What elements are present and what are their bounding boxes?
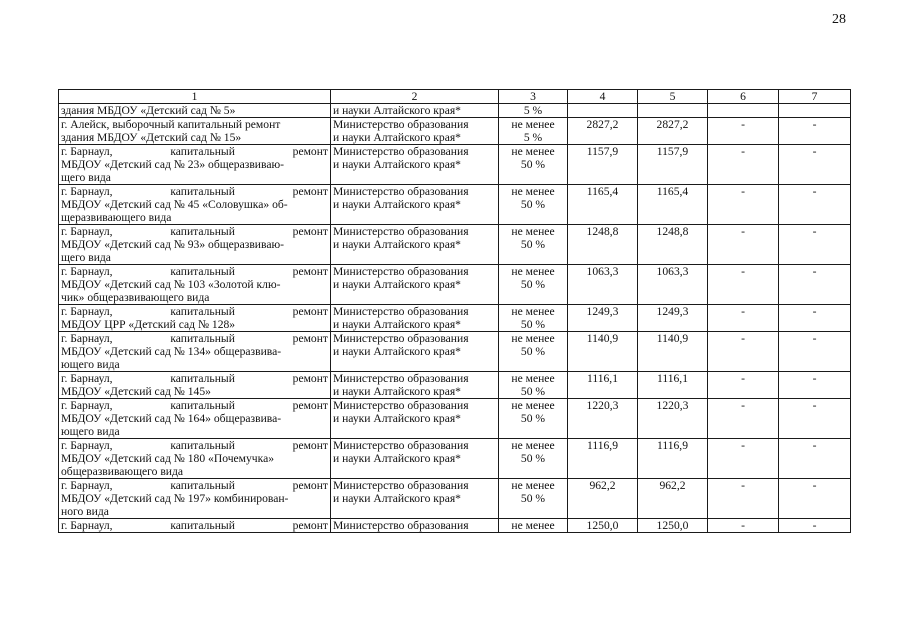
responsible-cell-line: Министерство образования bbox=[333, 399, 469, 412]
object-name-cell bbox=[59, 265, 331, 305]
word: ремонт bbox=[292, 305, 328, 318]
table-row bbox=[59, 145, 851, 185]
column-header: 3 bbox=[499, 90, 568, 104]
amount-col6-cell: - bbox=[708, 145, 779, 185]
word: капитальный bbox=[170, 399, 235, 412]
responsible-cell bbox=[331, 225, 499, 265]
object-name-cell-line: щеразвивающего вида bbox=[61, 211, 172, 224]
amount-col6-cell bbox=[708, 104, 779, 118]
amount-year-cell: 1140,9 bbox=[638, 332, 708, 372]
amount-year-cell: 1063,3 bbox=[638, 265, 708, 305]
cofinancing-cell-line: 50 % bbox=[520, 158, 546, 171]
table-row bbox=[59, 519, 851, 533]
word: г. Барнаул, bbox=[61, 332, 113, 345]
cofinancing-cell bbox=[499, 265, 568, 305]
column-header: 4 bbox=[568, 90, 638, 104]
word: г. Барнаул, bbox=[61, 372, 113, 385]
responsible-cell-line: Министерство образования bbox=[333, 305, 469, 318]
column-header: 6 bbox=[708, 90, 779, 104]
word: капитальный bbox=[170, 225, 235, 238]
cofinancing-cell-line: не менее bbox=[511, 185, 555, 198]
amount-col6-cell: - bbox=[708, 265, 779, 305]
amount-col6-cell: - bbox=[708, 185, 779, 225]
cofinancing-cell-line: не менее bbox=[511, 145, 555, 158]
amount-col7-cell: - bbox=[779, 185, 851, 225]
amount-col6-cell: - bbox=[708, 519, 779, 533]
page-number: 28 bbox=[832, 12, 846, 27]
responsible-cell bbox=[331, 305, 499, 332]
responsible-cell-line: Министерство образования bbox=[333, 372, 469, 385]
responsible-cell-line: Министерство образования bbox=[333, 439, 469, 452]
word: капитальный bbox=[170, 145, 235, 158]
table-row bbox=[59, 372, 851, 399]
object-name-cell-line bbox=[61, 479, 328, 492]
amount-col6-cell: - bbox=[708, 399, 779, 439]
object-name-cell-line: МБДОУ «Детский сад № 103 «Золотой клю- bbox=[61, 278, 281, 291]
cofinancing-cell-line: 50 % bbox=[520, 345, 546, 358]
amount-year-cell: 1116,9 bbox=[638, 439, 708, 479]
object-name-cell bbox=[59, 519, 331, 533]
word: капитальный bbox=[170, 185, 235, 198]
responsible-cell bbox=[331, 372, 499, 399]
cofinancing-cell-line: 50 % bbox=[520, 385, 546, 398]
object-name-cell-line: чик» общеразвивающего вида bbox=[61, 291, 210, 304]
object-name-cell bbox=[59, 104, 331, 118]
table-row bbox=[59, 104, 851, 118]
column-header: 7 bbox=[779, 90, 851, 104]
column-header: 2 bbox=[331, 90, 499, 104]
amount-total-cell: 2827,2 bbox=[568, 118, 638, 145]
cofinancing-cell bbox=[499, 145, 568, 185]
responsible-cell bbox=[331, 145, 499, 185]
word: г. Барнаул, bbox=[61, 225, 113, 238]
object-name-cell-line: здания МБДОУ «Детский сад № 5» bbox=[61, 104, 236, 117]
amount-total-cell: 1116,1 bbox=[568, 372, 638, 399]
amount-year-cell: 1248,8 bbox=[638, 225, 708, 265]
cofinancing-cell bbox=[499, 305, 568, 332]
word: ремонт bbox=[292, 332, 328, 345]
responsible-cell-line: и науки Алтайского края* bbox=[333, 452, 461, 465]
word: ремонт bbox=[292, 479, 328, 492]
object-name-cell-line: щего вида bbox=[61, 251, 111, 264]
amount-year-cell bbox=[638, 104, 708, 118]
cofinancing-cell-line: не менее bbox=[511, 305, 555, 318]
object-name-cell bbox=[59, 479, 331, 519]
amount-total-cell: 1250,0 bbox=[568, 519, 638, 533]
word: ремонт bbox=[292, 372, 328, 385]
object-name-cell-line: общеразвивающего вида bbox=[61, 465, 184, 478]
object-name-cell-line: щего вида bbox=[61, 171, 111, 184]
table-row bbox=[59, 185, 851, 225]
word: г. Барнаул, bbox=[61, 519, 113, 532]
table-row bbox=[59, 305, 851, 332]
amount-col6-cell: - bbox=[708, 225, 779, 265]
responsible-cell-line: Министерство образования bbox=[333, 118, 469, 131]
object-name-cell-line: МБДОУ «Детский сад № 164» общеразвива- bbox=[61, 412, 282, 425]
cofinancing-cell-line: 50 % bbox=[520, 452, 546, 465]
object-name-cell-line: здания МБДОУ «Детский сад № 15» bbox=[61, 131, 242, 144]
column-header: 5 bbox=[638, 90, 708, 104]
budget-table bbox=[58, 89, 851, 533]
amount-year-cell: 1250,0 bbox=[638, 519, 708, 533]
object-name-cell bbox=[59, 305, 331, 332]
amount-year-cell: 1165,4 bbox=[638, 185, 708, 225]
word: капитальный bbox=[170, 479, 235, 492]
word: капитальный bbox=[170, 305, 235, 318]
word: г. Барнаул, bbox=[61, 185, 113, 198]
responsible-cell bbox=[331, 265, 499, 305]
cofinancing-cell-line: не менее bbox=[511, 399, 555, 412]
amount-col7-cell: - bbox=[779, 225, 851, 265]
object-name-cell-line bbox=[61, 225, 328, 238]
object-name-cell-line bbox=[61, 372, 328, 385]
object-name-cell bbox=[59, 185, 331, 225]
cofinancing-cell-line: не менее bbox=[511, 479, 555, 492]
responsible-cell-line: Министерство образования bbox=[333, 225, 469, 238]
amount-year-cell: 1220,3 bbox=[638, 399, 708, 439]
object-name-cell-line: г. Алейск, выборочный капитальный ремонт bbox=[61, 118, 281, 131]
amount-year-cell: 1116,1 bbox=[638, 372, 708, 399]
cofinancing-cell bbox=[499, 372, 568, 399]
table-row bbox=[59, 332, 851, 372]
object-name-cell-line bbox=[61, 265, 328, 278]
object-name-cell-line: ющего вида bbox=[61, 425, 120, 438]
amount-col6-cell: - bbox=[708, 332, 779, 372]
amount-col7-cell: - bbox=[779, 439, 851, 479]
cofinancing-cell bbox=[499, 332, 568, 372]
cofinancing-cell-line: 50 % bbox=[520, 412, 546, 425]
amount-col6-cell: - bbox=[708, 118, 779, 145]
responsible-cell-line: и науки Алтайского края* bbox=[333, 278, 461, 291]
responsible-cell-line: и науки Алтайского края* bbox=[333, 385, 461, 398]
amount-col6-cell: - bbox=[708, 479, 779, 519]
word: ремонт bbox=[292, 519, 328, 532]
amount-col7-cell bbox=[779, 104, 851, 118]
cofinancing-cell-line: 50 % bbox=[520, 198, 546, 211]
word: г. Барнаул, bbox=[61, 305, 113, 318]
table-row bbox=[59, 399, 851, 439]
object-name-cell bbox=[59, 145, 331, 185]
object-name-cell-line: ющего вида bbox=[61, 358, 120, 371]
amount-total-cell: 1157,9 bbox=[568, 145, 638, 185]
amount-col7-cell: - bbox=[779, 372, 851, 399]
responsible-cell-line: Министерство образования bbox=[333, 479, 469, 492]
amount-col7-cell: - bbox=[779, 118, 851, 145]
amount-year-cell: 962,2 bbox=[638, 479, 708, 519]
responsible-cell-line: и науки Алтайского края* bbox=[333, 345, 461, 358]
word: капитальный bbox=[170, 519, 235, 532]
responsible-cell-line: и науки Алтайского края* bbox=[333, 158, 461, 171]
word: г. Барнаул, bbox=[61, 265, 113, 278]
amount-col7-cell: - bbox=[779, 479, 851, 519]
amount-total-cell: 962,2 bbox=[568, 479, 638, 519]
responsible-cell bbox=[331, 185, 499, 225]
cofinancing-cell-line: 50 % bbox=[520, 492, 546, 505]
object-name-cell bbox=[59, 118, 331, 145]
word: капитальный bbox=[170, 439, 235, 452]
responsible-cell-line: и науки Алтайского края* bbox=[333, 492, 461, 505]
object-name-cell-line: ного вида bbox=[61, 505, 109, 518]
amount-col6-cell: - bbox=[708, 305, 779, 332]
responsible-cell-line: и науки Алтайского края* bbox=[333, 198, 461, 211]
responsible-cell-line: Министерство образования bbox=[333, 519, 469, 532]
object-name-cell-line bbox=[61, 439, 328, 452]
object-name-cell bbox=[59, 399, 331, 439]
table-row bbox=[59, 225, 851, 265]
amount-col6-cell: - bbox=[708, 439, 779, 479]
cofinancing-cell bbox=[499, 519, 568, 533]
amount-total-cell: 1249,3 bbox=[568, 305, 638, 332]
responsible-cell bbox=[331, 479, 499, 519]
word: ремонт bbox=[292, 439, 328, 452]
object-name-cell-line bbox=[61, 519, 328, 532]
cofinancing-cell bbox=[499, 399, 568, 439]
word: г. Барнаул, bbox=[61, 439, 113, 452]
cofinancing-cell bbox=[499, 118, 568, 145]
word: капитальный bbox=[170, 372, 235, 385]
object-name-cell bbox=[59, 332, 331, 372]
object-name-cell-line bbox=[61, 145, 328, 158]
amount-total-cell: 1165,4 bbox=[568, 185, 638, 225]
table-row bbox=[59, 118, 851, 145]
amount-year-cell: 2827,2 bbox=[638, 118, 708, 145]
cofinancing-cell-line: не менее bbox=[511, 372, 555, 385]
amount-col7-cell: - bbox=[779, 305, 851, 332]
object-name-cell-line: МБДОУ «Детский сад № 23» общеразвиваю- bbox=[61, 158, 284, 171]
responsible-cell bbox=[331, 104, 499, 118]
word: ремонт bbox=[292, 225, 328, 238]
object-name-cell-line bbox=[61, 305, 328, 318]
responsible-cell-line: Министерство образования bbox=[333, 265, 469, 278]
cofinancing-cell-line: 50 % bbox=[520, 238, 546, 251]
word: капитальный bbox=[170, 265, 235, 278]
cofinancing-cell-line: не менее bbox=[511, 118, 555, 131]
amount-total-cell: 1140,9 bbox=[568, 332, 638, 372]
word: г. Барнаул, bbox=[61, 399, 113, 412]
word: капитальный bbox=[170, 332, 235, 345]
responsible-cell-line: и науки Алтайского края* bbox=[333, 412, 461, 425]
cofinancing-cell-line: 50 % bbox=[520, 278, 546, 291]
cofinancing-cell bbox=[499, 104, 568, 118]
object-name-cell-line bbox=[61, 332, 328, 345]
cofinancing-cell-line: 5 % bbox=[523, 131, 543, 144]
object-name-cell bbox=[59, 225, 331, 265]
word: ремонт bbox=[292, 145, 328, 158]
cofinancing-cell-line: не менее bbox=[511, 225, 555, 238]
amount-total-cell: 1116,9 bbox=[568, 439, 638, 479]
amount-year-cell: 1249,3 bbox=[638, 305, 708, 332]
word: г. Барнаул, bbox=[61, 479, 113, 492]
responsible-cell-line: Министерство образования bbox=[333, 332, 469, 345]
amount-col7-cell: - bbox=[779, 519, 851, 533]
amount-col7-cell: - bbox=[779, 399, 851, 439]
column-header: 1 bbox=[59, 90, 331, 104]
object-name-cell bbox=[59, 439, 331, 479]
cofinancing-cell-line: не менее bbox=[511, 439, 555, 452]
amount-col7-cell: - bbox=[779, 265, 851, 305]
word: ремонт bbox=[292, 265, 328, 278]
amount-total-cell: 1220,3 bbox=[568, 399, 638, 439]
amount-total-cell: 1248,8 bbox=[568, 225, 638, 265]
object-name-cell-line: МБДОУ «Детский сад № 180 «Почемучка» bbox=[61, 452, 275, 465]
cofinancing-cell bbox=[499, 439, 568, 479]
object-name-cell-line bbox=[61, 185, 328, 198]
cofinancing-cell-line: не менее bbox=[511, 332, 555, 345]
amount-year-cell: 1157,9 bbox=[638, 145, 708, 185]
cofinancing-cell-line: не менее bbox=[511, 519, 555, 532]
responsible-cell bbox=[331, 439, 499, 479]
responsible-cell-line: и науки Алтайского края* bbox=[333, 104, 461, 117]
object-name-cell bbox=[59, 372, 331, 399]
responsible-cell bbox=[331, 519, 499, 533]
responsible-cell-line: Министерство образования bbox=[333, 145, 469, 158]
header-row bbox=[59, 90, 851, 104]
cofinancing-cell bbox=[499, 185, 568, 225]
cofinancing-cell bbox=[499, 225, 568, 265]
responsible-cell bbox=[331, 332, 499, 372]
amount-total-cell bbox=[568, 104, 638, 118]
cofinancing-cell-line: 50 % bbox=[520, 318, 546, 331]
object-name-cell-line: МБДОУ «Детский сад № 197» комбинирован- bbox=[61, 492, 289, 505]
object-name-cell-line: МБДОУ ЦРР «Детский сад № 128» bbox=[61, 318, 236, 331]
cofinancing-cell-line: не менее bbox=[511, 265, 555, 278]
responsible-cell-line: Министерство образования bbox=[333, 185, 469, 198]
word: ремонт bbox=[292, 185, 328, 198]
responsible-cell bbox=[331, 118, 499, 145]
responsible-cell bbox=[331, 399, 499, 439]
amount-col7-cell: - bbox=[779, 145, 851, 185]
responsible-cell-line: и науки Алтайского края* bbox=[333, 238, 461, 251]
amount-col7-cell: - bbox=[779, 332, 851, 372]
object-name-cell-line bbox=[61, 399, 328, 412]
table-row bbox=[59, 439, 851, 479]
amount-total-cell: 1063,3 bbox=[568, 265, 638, 305]
responsible-cell-line: и науки Алтайского края* bbox=[333, 131, 461, 144]
cofinancing-cell bbox=[499, 479, 568, 519]
table-row bbox=[59, 265, 851, 305]
amount-col6-cell: - bbox=[708, 372, 779, 399]
word: г. Барнаул, bbox=[61, 145, 113, 158]
object-name-cell-line: МБДОУ «Детский сад № 45 «Соловушка» об- bbox=[61, 198, 288, 211]
object-name-cell-line: МБДОУ «Детский сад № 134» общеразвива- bbox=[61, 345, 282, 358]
object-name-cell-line: МБДОУ «Детский сад № 145» bbox=[61, 385, 211, 398]
cofinancing-cell-line: 5 % bbox=[523, 104, 543, 117]
table-row bbox=[59, 479, 851, 519]
responsible-cell-line: и науки Алтайского края* bbox=[333, 318, 461, 331]
word: ремонт bbox=[292, 399, 328, 412]
object-name-cell-line: МБДОУ «Детский сад № 93» общеразвиваю- bbox=[61, 238, 284, 251]
